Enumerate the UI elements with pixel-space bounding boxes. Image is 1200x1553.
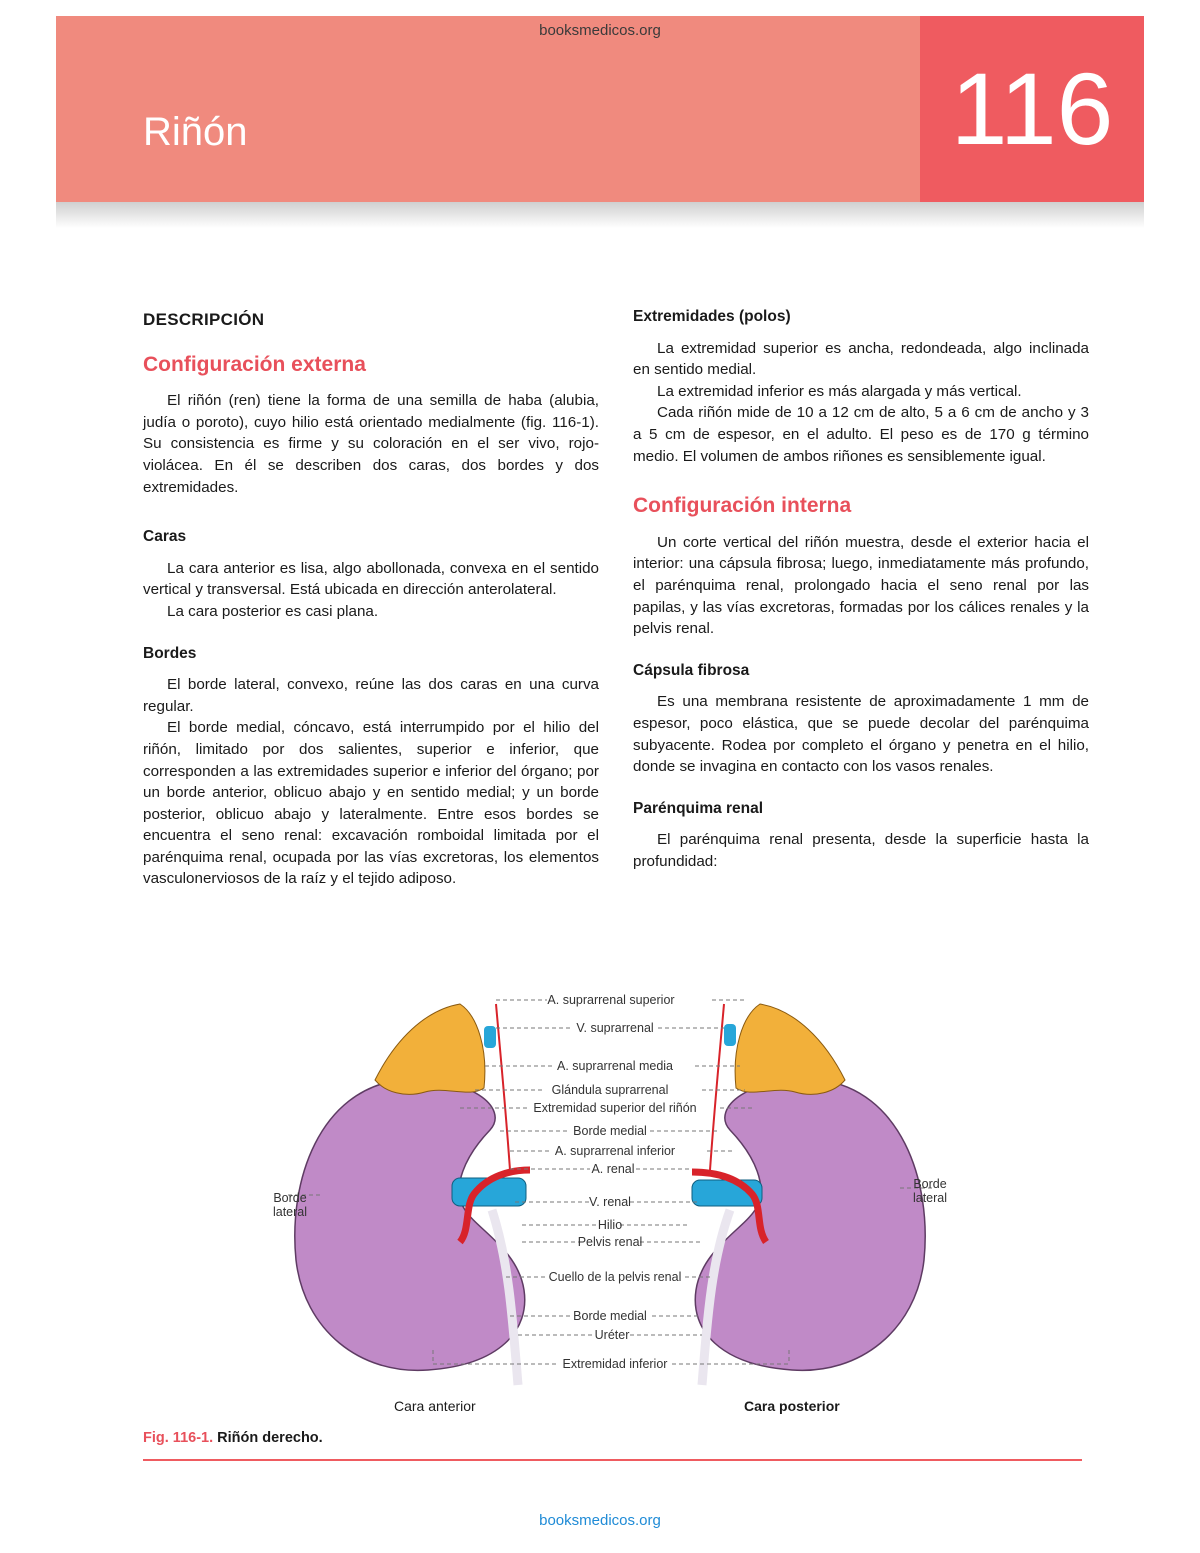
chapter-title: Riñón — [143, 110, 248, 154]
label-a-suprarrenal-inferior: A. suprarrenal inferior — [554, 1144, 676, 1158]
caras-heading: Caras — [143, 528, 187, 546]
bordes-paragraph-1: El borde lateral, convexo, reúne las dos caras en una curva regular. — [143, 676, 599, 715]
left-suprarenal-artery — [496, 1004, 510, 1170]
left-adrenal-gland — [375, 1004, 485, 1094]
heading-external-configuration: Configuración externa — [143, 352, 366, 376]
label-borde-lateral-left-2: lateral — [272, 1205, 308, 1219]
label-extremidad-superior: Extremidad superior del riñón — [533, 1101, 697, 1115]
figure-caption — [143, 1430, 323, 1446]
parenquima-paragraph: El parénquima renal presenta, desde la superficie hasta la profundidad: — [633, 831, 1089, 870]
label-a-suprarrenal-superior: A. suprarrenal superior — [547, 993, 675, 1007]
left-suprarenal-vein — [484, 1026, 496, 1048]
chapter-number: 116 — [950, 52, 1114, 166]
label-borde-lateral-right-1: Borde — [913, 1177, 947, 1191]
parenquima-heading: Parénquima renal — [633, 799, 764, 817]
bordes-heading: Bordes — [143, 644, 197, 662]
label-borde-medial-upper: Borde medial — [573, 1124, 647, 1138]
figure-caption-text: Riñón derecho. — [217, 1430, 323, 1446]
label-borde-lateral-left-1: Borde — [273, 1191, 307, 1205]
left-column — [143, 306, 599, 890]
right-suprarenal-artery — [710, 1004, 724, 1170]
label-pelvis-renal: Pelvis renal — [577, 1235, 643, 1249]
extremidades-paragraph-2: La extremidad inferior es más alargada y más vertical. — [657, 382, 1022, 400]
label-hilio: Hilio — [597, 1218, 623, 1232]
kidney-figure — [260, 980, 960, 1400]
label-borde-medial-lower: Borde medial — [573, 1309, 647, 1323]
label-glandula-suprarrenal: Glándula suprarrenal — [551, 1083, 669, 1097]
view-posterior-label: Cara posterior — [744, 1398, 840, 1414]
caption-rule — [143, 1459, 1082, 1461]
section-heading: DESCRIPCIÓN — [143, 310, 265, 329]
label-a-renal: A. renal — [591, 1162, 635, 1176]
left-kidney — [295, 1079, 525, 1370]
label-extremidad-inferior: Extremidad inferior — [562, 1357, 668, 1371]
capsula-paragraph: Es una membrana resistente de aproximadamente 1 mm de espesor, poco elástica, que se puede decolar del parénquima subyacente. Rodea por completo el órgano y penetra en el hilio, donde se invagina en contacto con los vasos renales. — [633, 693, 1089, 776]
right-column — [633, 306, 1089, 872]
label-a-suprarrenal-media: A. suprarrenal media — [556, 1059, 674, 1073]
label-ureter: Uréter — [594, 1328, 630, 1342]
figure-caption-number: Fig. 116-1. — [143, 1430, 214, 1446]
top-watermark: booksmedicos.org — [539, 22, 661, 39]
kidney-illustration — [260, 980, 960, 1400]
heading-internal-configuration: Configuración interna — [633, 494, 852, 518]
label-borde-lateral-right-2: lateral — [912, 1191, 948, 1205]
extremidades-paragraph-1: La extremidad superior es ancha, redondeada, algo inclinada en sentido medial. — [633, 339, 1089, 379]
right-adrenal-gland — [735, 1004, 845, 1094]
intro-paragraph: El riñón (ren) tiene la forma de una semilla de haba (alubia, judía o poroto), cuyo hilio está orientado medialmente (fig. 116-1). Su consistencia es firme y su coloración en el ser vivo, rojo-violácea. En él se describen dos caras, dos bordes y dos extremidades. — [143, 392, 599, 496]
capsula-heading: Cápsula fibrosa — [633, 661, 750, 679]
internal-paragraph: Un corte vertical del riñón muestra, desde el exterior hacia el interior: una cápsula fibrosa; luego, inmediatamente más profundo, el parénquima renal, prolongado hacia el seno renal por las papilas, y las vías excretoras, formadas por los cálices renales y la pelvis renal. — [633, 533, 1089, 638]
bordes-paragraph-2: El borde medial, cóncavo, está interrumpido por el hilio del riñón, limitado por dos salientes, superior e inferior, que corresponden a las extremidades superior e inferior del órgano; por un borde anterior, oblicuo abajo y en sentido medial; y un borde posterior, oblicuo abajo y lateralmente. Entre esos bordes se encuentra el seno renal: excavación romboidal limitada por el parénquima renal, ocupada por las vías excretoras, los elementos vasculonerviosos de la raíz y el tejido adiposo. — [143, 719, 599, 888]
extremidades-heading: Extremidades (polos) — [633, 308, 791, 325]
bottom-watermark[interactable]: booksmedicos.org — [539, 1512, 661, 1529]
label-v-renal: V. renal — [589, 1195, 631, 1209]
label-v-suprarrenal: V. suprarrenal — [576, 1021, 654, 1035]
extremidades-paragraph-3: Cada riñón mide de 10 a 12 cm de alto, 5 a 6 cm de ancho y 3 a 5 cm de espesor, en el adulto. El peso es de 170 g término medio. El volumen de ambos riñones es sensiblemente igual. — [633, 404, 1089, 465]
caras-paragraph-2: La cara posterior es casi plana. — [167, 602, 379, 620]
right-suprarenal-vein — [724, 1024, 736, 1046]
label-cuello-pelvis-renal: Cuello de la pelvis renal — [548, 1270, 682, 1284]
caras-paragraph-1: La cara anterior es lisa, algo abollonada, convexa en el sentido vertical y transversal. Está ubicada en dirección anterolateral. — [143, 559, 599, 599]
header-shadow — [56, 202, 1144, 228]
view-anterior-label: Cara anterior — [394, 1398, 476, 1414]
